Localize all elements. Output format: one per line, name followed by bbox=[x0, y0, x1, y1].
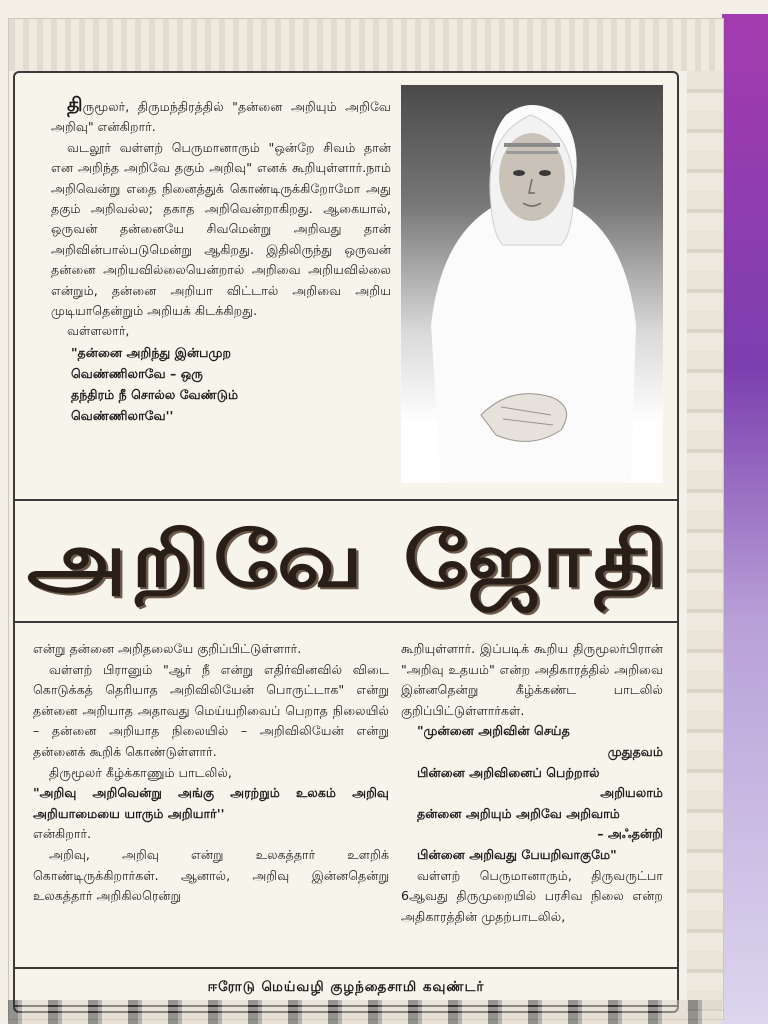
intro-section bbox=[15, 73, 677, 493]
intro-quote-line-4: வெண்ணிலாவே'' bbox=[71, 407, 174, 423]
drop-cap: தி bbox=[67, 94, 83, 116]
left-paragraph-2: வள்ளற் பிரானும் "ஆர் நீ என்று எதிர்வினவில் விடை கொடுக்கத் தெரியாத அறிவிலியேன் பொருட்டாக" என்று தன்னை அறியாத அதாவது மெய்யறிவைப் பெறாத நிலையில் – தன்னை அறியாத நிலையில் – அறிவிலியேன் என்று தன்னைக் கூறிக் கொண்டுள்ளார். bbox=[33, 661, 389, 759]
article-frame bbox=[13, 71, 679, 1013]
left-paragraph-3: திருமூலர் கீழ்க்காணும் பாடலில், bbox=[49, 764, 232, 780]
magazine-page bbox=[8, 18, 724, 1020]
left-paragraph-4: என்கிறார். bbox=[33, 826, 92, 842]
intro-quote-line-1: "தன்னை அறிந்து இன்பமுற bbox=[71, 344, 232, 360]
right-column bbox=[401, 639, 663, 927]
right-paragraph-2: வள்ளற் பெருமானாரும், திருவருட்பா 6ஆவது திருமுறையில் பரசிவ நிலை என்ற அதிகாரத்தின் முதற்பாடலில், bbox=[401, 867, 663, 924]
left-column bbox=[33, 639, 389, 907]
left-paragraph-1: என்று தன்னை அறிதலையே குறிப்பிட்டுள்ளார். bbox=[33, 641, 302, 656]
title-band bbox=[15, 505, 677, 615]
poem-line-3-end: – அஃதன்றி bbox=[597, 826, 663, 842]
right-paragraph-1: கூறியுள்ளார். இப்படிக் கூறிய திருமூலர்பிரான் "அறிவு உதயம்" என்ற அதிகாரத்தில் அறிவை இன்னதென்று கீழ்க்கண்ட பாடலில் குறிப்பிட்டுள்ளார்கள். bbox=[401, 641, 663, 718]
poem-line-2-end: அறியலாம் bbox=[600, 785, 663, 801]
portrait-illustration bbox=[401, 85, 663, 483]
poem-line-2: பின்னை அறிவினைப் பெற்றால் bbox=[417, 764, 600, 780]
side-ornament-border bbox=[687, 71, 723, 1011]
poem-line-1: "முன்னை அறிவின் செய்த bbox=[417, 723, 570, 739]
left-quote: "அறிவு அறிவென்று அங்கு அரற்றும் உலகம் அறிவு அறியாமையை யாரும் அறியார்'' bbox=[33, 785, 389, 821]
left-paragraph-5: அறிவு, அறிவு என்று உலகத்தார் உளறிக் கொண்டிருக்கிறார்கள். ஆனால், அறிவு இன்னதென்று உலகத்தார் அறிகிலரென்று bbox=[33, 846, 389, 904]
intro-text bbox=[51, 95, 391, 426]
poem-line-3: தன்னை அறியும் அறிவே அறிவாம் bbox=[417, 805, 620, 821]
intro-paragraph-1-text: ருமூலர், திருமந்திரத்தில் "தன்னை அறியும் அறிவே அறிவு" என்கிறார். bbox=[51, 99, 391, 135]
poem-line-4: பின்னை அறிவது பேயறிவாகுமே" bbox=[417, 846, 617, 862]
title-rule-bottom bbox=[15, 621, 677, 623]
poem-line-1-end: முதுதவம் bbox=[607, 743, 663, 759]
intro-paragraph-1 bbox=[51, 95, 391, 138]
intro-paragraph-2: வடலூர் வள்ளற் பெருமானாரும் "ஒன்றே சிவம் தான் என அறிந்த அறிவே தகும் அறிவு" எனக் கூறியுள்ளார்.நாம் அறிவென்று எதை நினைத்துக் கொண்டிருக்கிறோமோ அது தகும் அறிவல்ல; தகாத அறிவென்றாகிறது. ஆகையால், ஒருவன் தன்னையே சிவமென்று அறிவது தான் அறிவின்பால்படுமென்று ஆகிறது. இதிலிருந்து ஒருவன் தன்னை அறியவில்லையென்றால் அறிவை அறியவில்லை என்றும், தன்னை அறியா விட்டால் அறிவை அறிய முடியாதென்றும் அறியக் கிடக்கிறது. bbox=[51, 139, 391, 319]
intro-quote-line-3: தந்திரம் நீ சொல்ல வேண்டும் bbox=[71, 386, 239, 402]
article-title: அறிவே ஜோதி bbox=[27, 515, 672, 604]
top-ornament-border bbox=[9, 19, 723, 71]
bottom-ornament-strip bbox=[8, 1000, 722, 1024]
author-byline: ஈரோடு மெய்வழி குழந்தைசாமி கவுண்டர் bbox=[207, 979, 485, 995]
title-rule-top bbox=[15, 499, 677, 501]
saint-portrait-photo bbox=[401, 85, 663, 483]
magazine-edge-strip bbox=[722, 14, 768, 1024]
intro-quote-line-2: வெண்ணிலாவே – ஒரு bbox=[71, 365, 203, 381]
intro-paragraph-3: வள்ளலார், bbox=[67, 323, 130, 339]
